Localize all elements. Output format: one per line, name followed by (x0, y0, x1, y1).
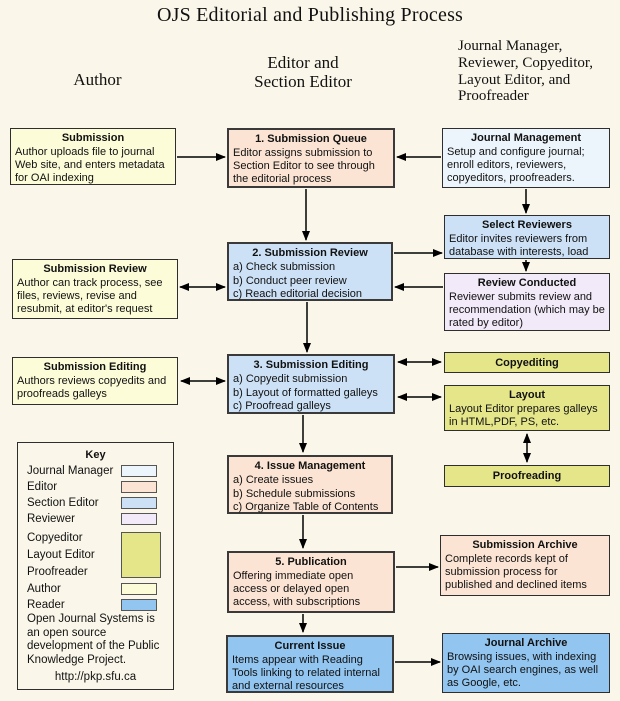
box-item: c) Organize Table of Contents (233, 501, 379, 513)
box-body: Setup and configure journal; enroll editors, reviewers, copyeditors, proofreaders. (447, 146, 585, 184)
legend-label-reviewer: Reviewer (27, 513, 75, 525)
legend-note: Open Journal Systems is an open source development of the Public Knowledge Project. (27, 613, 160, 666)
box-body: Reviewer submits review and recommendation (which may be rated by editor) (449, 291, 605, 329)
legend-label-journal-manager: Journal Manager (27, 465, 114, 477)
legend-label-proofreader: Proofreader (27, 566, 88, 578)
legend-label-editor: Editor (27, 481, 58, 493)
box-body: Browsing issues, with indexing by OAI search engines, as well as Google, etc. (447, 651, 599, 689)
box-submission-editing-author (12, 357, 178, 405)
box-body: Complete records kept of submission process for published and declined items (445, 553, 587, 591)
box-title: Journal Archive (484, 637, 568, 649)
box-layout (444, 385, 610, 431)
box-title: Submission (61, 132, 125, 144)
legend-swatch-copyeditor-group (121, 532, 161, 578)
box-body: Authors reviews copyedits and proofreads galleys (17, 375, 167, 400)
legend-label-layout-editor: Layout Editor (27, 549, 95, 561)
box-journal-management (442, 128, 610, 188)
box-title: Submission Archive (472, 539, 578, 551)
box-title: Layout (508, 389, 546, 401)
box-title: 2. Submission Review (252, 247, 368, 259)
box-item: b) Conduct peer review (233, 274, 347, 287)
box-journal-archive (442, 633, 610, 693)
legend-label-reader: Reader (27, 599, 65, 611)
box-title: 5. Publication (275, 556, 347, 568)
legend-label-section-editor: Section Editor (27, 497, 99, 509)
box-body: Offering immediate open access or delayed open access, with subscriptions (233, 570, 361, 608)
column-header-author: Author (73, 70, 122, 89)
box-copyediting (444, 352, 610, 373)
box-title: Review Conducted (477, 277, 577, 289)
legend-swatch-reviewer (121, 513, 157, 525)
legend-label-copyeditor: Copyeditor (27, 532, 83, 544)
box-title: Submission Editing (43, 361, 147, 373)
box-submission (10, 128, 176, 185)
box-item: c) Reach editorial decision (233, 288, 363, 300)
box-submission-review-author (12, 259, 178, 319)
diagram-title: OJS Editorial and Publishing Process (156, 4, 464, 26)
box-proofreading (444, 465, 610, 487)
box-current-issue (226, 635, 394, 693)
box-body: Author uploads file to journal Web site, and enters metadata for OAI indexing (15, 146, 165, 184)
box-submission-queue (227, 128, 395, 188)
box-issue-management (227, 455, 393, 514)
legend-swatch-editor (121, 481, 157, 493)
column-header-editor: Editor and Section Editor (254, 53, 352, 92)
box-review-conducted (444, 273, 610, 331)
box-body: Editor invites reviewers from database with interests, load (449, 233, 589, 258)
box-item: b) Layout of formatted galleys (233, 386, 378, 399)
box-title: Copyediting (495, 357, 559, 369)
box-item: a) Create issues (233, 474, 314, 486)
box-title: Proofreading (492, 470, 562, 482)
legend-swatch-journal-manager (121, 465, 157, 477)
legend-box (17, 442, 174, 690)
box-body: Author can track process, see files, reviews, revise and resubmit, at editor's request (17, 277, 163, 315)
box-title: Current Issue (274, 640, 346, 652)
box-title: 4. Issue Management (254, 460, 366, 472)
legend-label-author: Author (27, 583, 61, 595)
box-item: c) Proofread galleys (233, 400, 331, 412)
box-title: Select Reviewers (482, 219, 572, 231)
box-select-reviewers (444, 215, 610, 259)
box-body: Items appear with Reading Tools linking to related internal and external resources (232, 654, 380, 692)
box-title: Journal Management (470, 132, 582, 144)
legend-title: Key (85, 449, 106, 461)
legend-url: http://pkp.sfu.ca (54, 671, 137, 683)
box-body: Layout Editor prepares galleys in HTML,PDF, PS, etc. (449, 403, 598, 428)
box-title: Submission Review (43, 263, 147, 275)
box-submission-review (227, 242, 393, 301)
box-body: Editor assigns submission to Section Editor to see through the editorial process (233, 147, 375, 185)
box-title: 3. Submission Editing (253, 359, 369, 371)
legend-swatch-section-editor (121, 497, 157, 509)
box-publication (227, 551, 395, 613)
legend-swatch-author (121, 583, 157, 595)
box-item: a) Copyedit submission (233, 373, 348, 385)
box-submission-archive (440, 535, 610, 596)
legend-swatch-reader (121, 599, 157, 611)
box-item: a) Check submission (233, 261, 336, 273)
box-submission-editing (227, 354, 395, 414)
column-header-roles: Journal Manager, Reviewer, Copyeditor, Layout Editor, and Proofreader (458, 38, 594, 105)
box-title: 1. Submission Queue (255, 133, 367, 145)
box-item: b) Schedule submissions (233, 487, 356, 500)
